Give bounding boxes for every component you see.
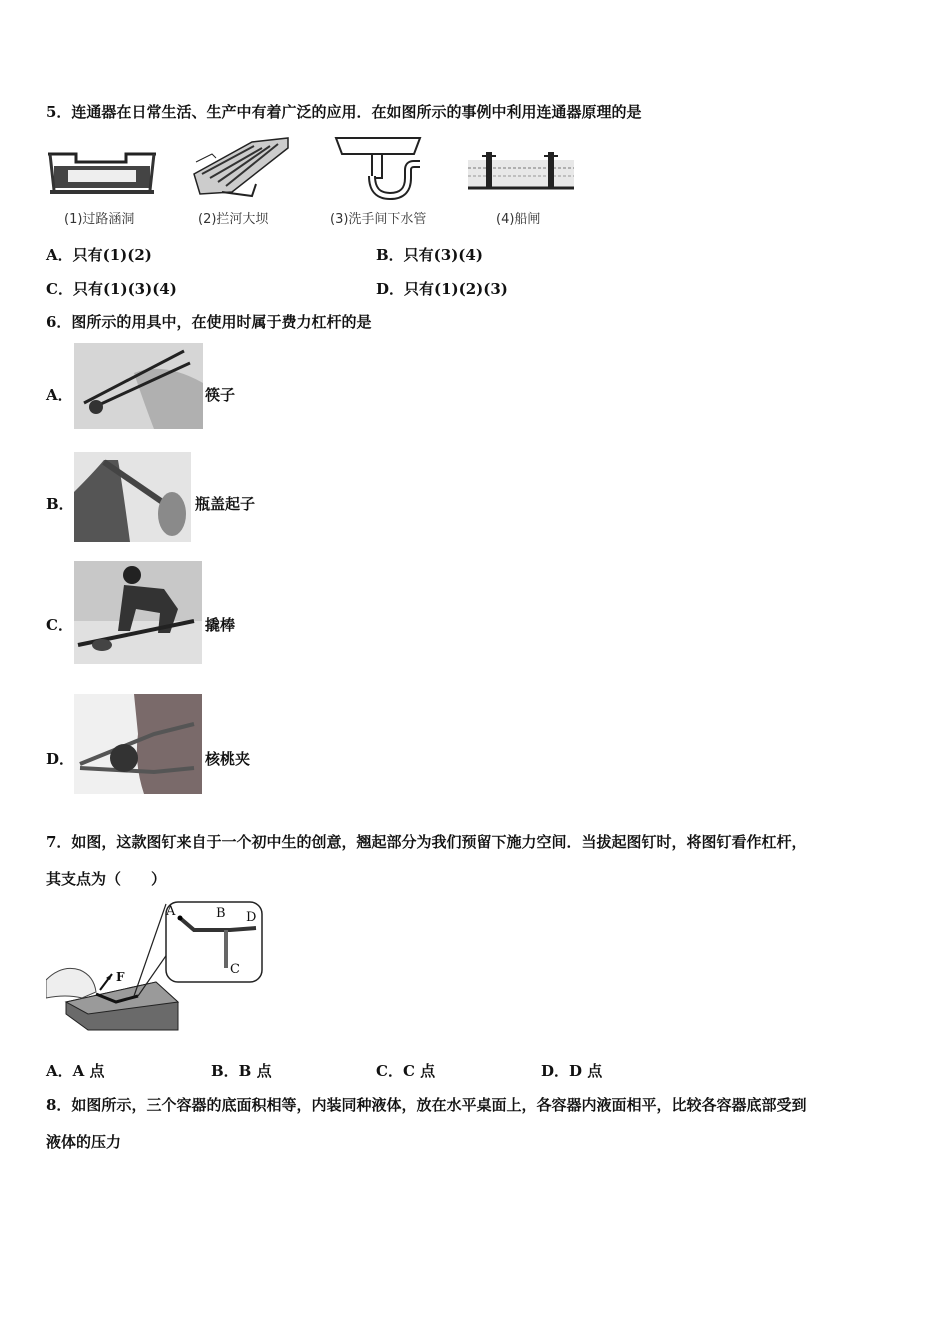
q5-option-d[interactable]: D．只有(1)(2)(3) [376,280,508,298]
q7-option-a[interactable]: A．A 点 [46,1062,105,1080]
drain-pipe-caption: (3)洗手间下水管 [330,212,427,227]
culvert-caption: (1)过路涵洞 [64,212,135,227]
q7-option-c[interactable]: C．C 点 [376,1062,436,1080]
q5-option-c[interactable]: C．只有(1)(3)(4) [46,280,177,298]
q6-option-c-letter[interactable]: C． [46,616,73,634]
fig-label-a: A [166,904,176,919]
q6-option-d-label[interactable]: 核桃夹 [205,750,251,768]
q7-option-b[interactable]: B．B 点 [211,1062,272,1080]
q6-option-a-letter[interactable]: A． [46,386,73,404]
thumbtack-figure [46,898,266,1038]
q8-stem-line1: 8．如图所示，三个容器的底面积相等，内装同种液体，放在水平桌面上，各容器内液面相平，比较各容器底部受到 [46,1096,807,1114]
q6-option-c-label[interactable]: 撬棒 [205,616,236,634]
q5-stem: 5．连通器在日常生活、生产中有着广泛的应用．在如图所示的事例中利用连通器原理的是 [46,103,642,121]
q6-option-a-label[interactable]: 筷子 [205,386,236,404]
q8-stem-line2: 液体的压力 [46,1133,122,1151]
q6-option-b-label[interactable]: 瓶盖起子 [195,495,256,513]
ship-lock-icon [468,150,574,196]
culvert-icon [46,140,158,200]
q6-option-d-letter[interactable]: D． [46,750,75,768]
fig-label-f: F [116,970,125,984]
dam-caption: (2)拦河大坝 [198,212,269,227]
q7-option-d[interactable]: D．D 点 [541,1062,603,1080]
fig-label-b: B [216,906,226,921]
chopsticks-photo [74,343,203,429]
q6-stem: 6．图所示的用具中，在使用时属于费力杠杆的是 [46,313,372,331]
q5-option-a[interactable]: A．只有(1)(2) [46,246,152,264]
ship-lock-caption: (4)船闸 [496,212,541,227]
fig-label-d: D [246,910,257,925]
q6-option-b-letter[interactable]: B． [46,495,74,513]
q7-stem-line2: 其支点为（ ） [46,870,167,888]
crowbar-photo [74,561,202,664]
q7-stem-line1: 7．如图，这款图钉来自于一个初中生的创意，翘起部分为我们预留下施力空间．当拔起图钉时，将图钉看作杠杆， [46,833,807,851]
bottle-opener-photo [74,452,191,542]
q5-option-b[interactable]: B．只有(3)(4) [376,246,483,264]
drain-pipe-icon [334,134,424,200]
fig-label-c: C [230,962,240,977]
dam-icon [192,134,292,202]
nutcracker-photo [74,694,202,794]
